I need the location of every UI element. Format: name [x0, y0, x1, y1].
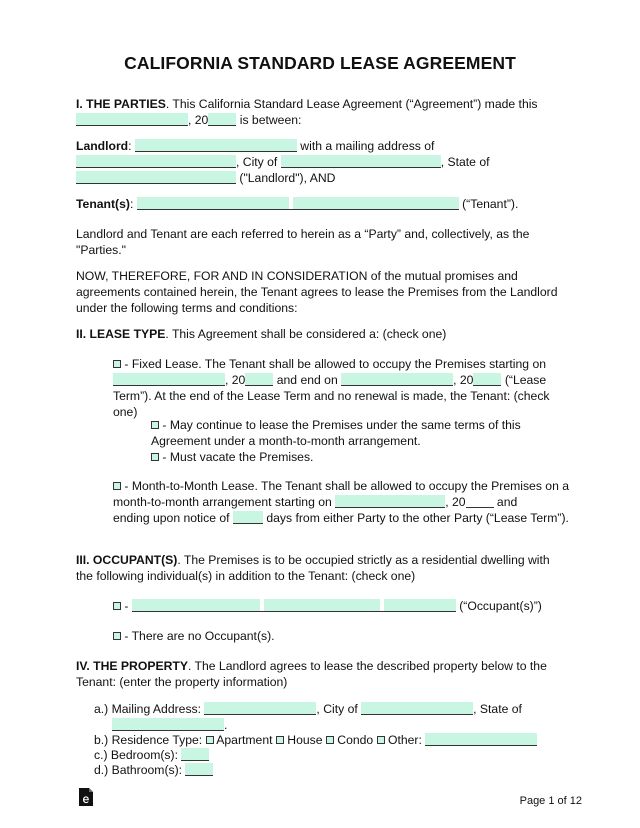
lease-type-intro: II. LEASE TYPE. This Agreement shall be considered a: (check one) [76, 327, 447, 341]
agreement-year-field[interactable] [208, 113, 236, 126]
party-definition: Landlord and Tenant are each referred to herein as a “Party” and, collectively, as the "Parties." [76, 227, 530, 257]
lease-type-heading: II. LEASE TYPE [76, 327, 166, 341]
option-continue: - May continue to lease the Premises under the same terms of this Agreement under a month-to-month arrangement. [151, 418, 521, 448]
page-number: Page 1 of 12 [519, 795, 582, 807]
occupant-field-3[interactable] [384, 599, 456, 612]
other-checkbox[interactable] [377, 736, 385, 744]
occupants-option: - (“Occupant(s)”) [113, 598, 573, 614]
fixed-lease-option: - Fixed Lease. The Tenant shall be allowed to occupy the Premises starting on , 20 and end on , 20 (“Lease Term”). At the end of the Lease Term and no renewal is made, the Tenant: (check one) [113, 357, 550, 419]
parties-heading: I. THE PARTIES [76, 97, 166, 111]
page-title: CALIFORNIA STANDARD LEASE AGREEMENT [124, 53, 516, 73]
occupants-heading: III. OCCUPANT(S) [76, 553, 178, 567]
occupants-checkbox[interactable] [113, 602, 121, 610]
option-vacate: - Must vacate the Premises. [151, 449, 571, 465]
landlord-label: Landlord [76, 139, 129, 153]
occupants-intro: III. OCCUPANT(S). The Premises is to be occupied strictly as a residential dwelling with the following individual(s) in addition to the Tenant: (check one) [76, 553, 550, 583]
month-to-month-checkbox[interactable] [113, 482, 121, 490]
no-occupants-option: - There are no Occupant(s). [113, 628, 573, 644]
property-state-field[interactable] [112, 718, 224, 731]
landlord-block: Landlord: with a mailing address of , City of , State of ("Landlord"), AND [76, 139, 490, 185]
month-to-month-option: - Month-to-Month Lease. The Tenant shall be allowed to occupy the Premises on a month-to-month arrangement starting on , 20 and ending upon notice of days from either Party to the other Party (“Lease Term”). [113, 479, 570, 525]
fixed-end-date-field[interactable] [341, 373, 453, 386]
bedrooms: c.) Bedroom(s): [94, 747, 574, 763]
mtm-start-date-field[interactable] [335, 495, 445, 508]
bedrooms-field[interactable] [181, 748, 209, 761]
continue-lease-checkbox[interactable] [151, 421, 159, 429]
landlord-state-field[interactable] [76, 171, 236, 184]
landlord-name-field[interactable] [135, 139, 297, 152]
occupant-field-2[interactable] [264, 599, 380, 612]
mtm-start-year-field[interactable] [466, 495, 494, 508]
bathrooms: d.) Bathroom(s): [94, 762, 574, 778]
no-occupants-checkbox[interactable] [113, 632, 121, 640]
apartment-checkbox[interactable] [206, 736, 214, 744]
eforms-logo-icon [78, 787, 94, 807]
residence-type: b.) Residence Type: Apartment House Condo Other: [94, 732, 574, 748]
tenant-label: Tenant(s) [76, 197, 130, 211]
house-checkbox[interactable] [276, 736, 284, 744]
vacate-checkbox[interactable] [151, 453, 159, 461]
condo-checkbox[interactable] [326, 736, 334, 744]
parties-intro: I. THE PARTIES. This California Standard Lease Agreement (“Agreement”) made this , 20 is between: [76, 97, 538, 127]
tenant-block: Tenant(s): (“Tenant”). [76, 197, 519, 211]
landlord-city-field[interactable] [281, 155, 441, 168]
fixed-start-year-field[interactable] [245, 373, 273, 386]
agreement-date-field[interactable] [76, 113, 188, 126]
fixed-lease-checkbox[interactable] [113, 360, 121, 368]
property-city-field[interactable] [361, 702, 473, 715]
tenant-name-field-2[interactable] [293, 197, 459, 210]
bathrooms-field[interactable] [185, 763, 213, 776]
landlord-address-field[interactable] [76, 155, 236, 168]
property-intro: IV. THE PROPERTY. The Landlord agrees to lease the described property below to the Tenant: (enter the property information) [76, 659, 547, 689]
other-residence-field[interactable] [425, 733, 537, 746]
property-mailing-address: a.) Mailing Address: , City of , State of . [94, 702, 522, 732]
occupant-field-1[interactable] [132, 599, 260, 612]
fixed-end-year-field[interactable] [473, 373, 501, 386]
consideration-text: NOW, THEREFORE, FOR AND IN CONSIDERATION of the mutual promises and agreements contained herein, the Tenant agrees to lease the Premises from the Landlord under the following terms and conditions: [76, 269, 558, 315]
notice-days-field[interactable] [233, 511, 263, 524]
tenant-name-field-1[interactable] [137, 197, 289, 210]
property-address-field[interactable] [204, 702, 316, 715]
fixed-start-date-field[interactable] [113, 373, 225, 386]
property-heading: IV. THE PROPERTY [76, 659, 188, 673]
